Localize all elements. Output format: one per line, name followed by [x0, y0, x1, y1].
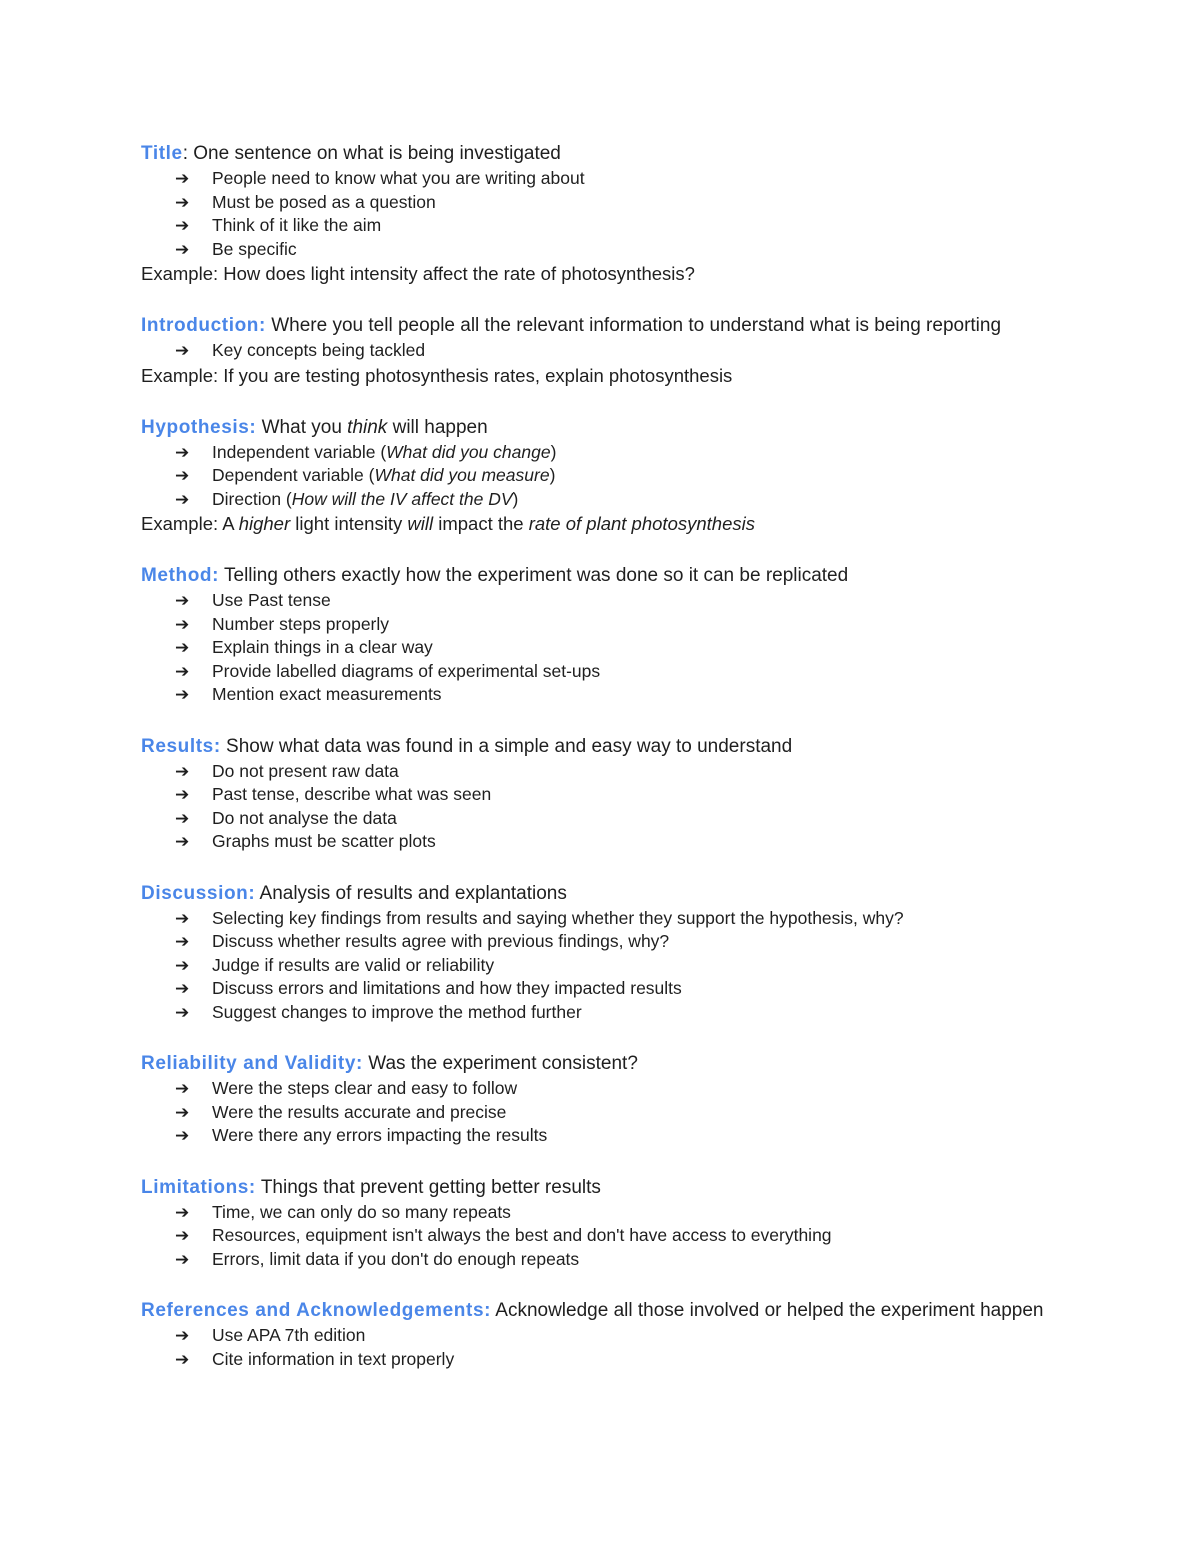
right-arrow-icon: ➔	[175, 442, 190, 462]
heading-label: Discussion:	[141, 882, 256, 904]
heading-colon: :	[182, 143, 188, 164]
section-heading-title	[141, 141, 1061, 167]
list-item	[175, 1248, 1061, 1272]
right-arrow-icon: ➔	[175, 979, 190, 998]
example-italic: rate of plant photosynthesis	[528, 513, 755, 534]
right-arrow-icon: ➔	[175, 1126, 190, 1145]
list-item	[175, 807, 1061, 831]
list-item-text: Graphs must be scatter plots	[212, 831, 436, 851]
example-italic: higher	[238, 513, 291, 534]
list-item	[175, 613, 1061, 637]
right-arrow-icon: ➔	[175, 1226, 190, 1245]
heading-description: Telling others exactly how the experiment was done so it can be replicated	[224, 565, 849, 586]
list-item-text: Independent variable (	[212, 441, 387, 462]
right-arrow-icon: ➔	[175, 785, 190, 804]
example-text: Example: If you are testing photosynthesis rates, explain photosynthesis	[141, 364, 733, 386]
list-item-text: Be specific	[212, 238, 297, 259]
list-item	[175, 464, 1061, 488]
heading-description-pre: What you	[261, 416, 342, 438]
section-heading-reliability	[141, 1051, 1061, 1077]
section-hypothesis	[141, 415, 1061, 537]
bullet-list	[141, 1324, 1061, 1371]
list-item-text: Were the results accurate and precise	[212, 1101, 507, 1122]
heading-description: Things that prevent getting better results	[260, 1176, 601, 1198]
bullet-list	[141, 907, 1061, 1025]
list-item-text: Resources, equipment isn't always the best and don't have access to everything	[212, 1225, 832, 1245]
bullet-list	[141, 167, 1061, 261]
list-item-italic: How will the IV affect the DV	[291, 488, 513, 509]
list-item-italic: What did you change	[386, 441, 551, 462]
heading-description: Acknowledge all those involved or helped the experiment happen	[495, 1300, 1044, 1321]
list-item-text: Use APA 7th edition	[212, 1325, 366, 1345]
section-limitations	[141, 1175, 1061, 1272]
right-arrow-icon: ➔	[175, 489, 190, 509]
heading-label: References and Acknowledgements:	[141, 1300, 492, 1321]
heading-description: Was the experiment consistent?	[368, 1053, 638, 1074]
list-item	[175, 1077, 1061, 1101]
list-item	[175, 1224, 1061, 1248]
heading-label: Title	[141, 143, 183, 164]
list-item-text: Mention exact measurements	[212, 684, 442, 704]
example-text	[141, 511, 1061, 536]
list-item-text: )	[550, 441, 557, 462]
list-item-text: Cite information in text properly	[212, 1348, 455, 1369]
list-item-text: )	[549, 465, 556, 485]
list-item	[175, 167, 1061, 191]
right-arrow-icon: ➔	[175, 932, 190, 951]
list-item	[175, 907, 1061, 931]
right-arrow-icon: ➔	[175, 1349, 190, 1369]
right-arrow-icon: ➔	[175, 239, 190, 259]
right-arrow-icon: ➔	[175, 1002, 190, 1022]
list-item	[175, 830, 1061, 854]
section-title	[141, 141, 1061, 286]
list-item	[175, 1101, 1061, 1125]
list-item	[175, 214, 1061, 238]
section-heading-results	[141, 734, 1061, 760]
list-item-text: Must be posed as a question	[212, 191, 436, 212]
list-item-text: Time, we can only do so many repeats	[212, 1201, 511, 1222]
right-arrow-icon: ➔	[175, 1102, 190, 1122]
right-arrow-icon: ➔	[175, 341, 190, 360]
list-item	[175, 660, 1061, 684]
list-item	[175, 977, 1061, 1001]
example-part: impact the	[438, 513, 524, 534]
section-heading-method	[141, 563, 1061, 589]
example-part: light intensity	[295, 513, 403, 534]
list-item-text: Dependent variable (	[212, 465, 375, 485]
list-item-text: Key concepts being tackled	[212, 340, 426, 360]
list-item-text: Use Past tense	[212, 590, 331, 610]
list-item	[175, 954, 1061, 978]
right-arrow-icon: ➔	[175, 955, 190, 975]
section-heading-references	[141, 1298, 1061, 1324]
right-arrow-icon: ➔	[175, 761, 190, 781]
document-page	[141, 141, 1061, 1371]
section-discussion	[141, 881, 1061, 1025]
right-arrow-icon: ➔	[175, 1249, 190, 1269]
right-arrow-icon: ➔	[175, 832, 190, 851]
list-item	[175, 683, 1061, 707]
bullet-list	[141, 339, 1061, 363]
right-arrow-icon: ➔	[175, 216, 190, 235]
list-item-text: Number steps properly	[212, 613, 390, 634]
right-arrow-icon: ➔	[175, 1079, 190, 1098]
list-item	[175, 1001, 1061, 1025]
heading-label: Results:	[141, 735, 221, 757]
list-item	[175, 339, 1061, 363]
heading-description: Analysis of results and explantations	[259, 882, 567, 904]
list-item-text: Past tense, describe what was seen	[212, 784, 492, 804]
bullet-list	[141, 589, 1061, 707]
bullet-list	[141, 441, 1061, 512]
list-item	[175, 488, 1061, 512]
list-item	[175, 760, 1061, 784]
right-arrow-icon: ➔	[175, 808, 190, 828]
bullet-list	[141, 760, 1061, 854]
right-arrow-icon: ➔	[175, 1326, 190, 1345]
right-arrow-icon: ➔	[175, 908, 190, 928]
list-item-text: Explain things in a clear way	[212, 637, 433, 657]
list-item	[175, 441, 1061, 465]
section-references	[141, 1298, 1061, 1371]
right-arrow-icon: ➔	[175, 638, 190, 657]
list-item-text: Judge if results are valid or reliability	[212, 954, 495, 975]
heading-label: Hypothesis:	[141, 416, 257, 438]
list-item-text: Provide labelled diagrams of experimental set-ups	[212, 660, 601, 681]
list-item-text: Were there any errors impacting the results	[212, 1125, 548, 1145]
list-item-text: Selecting key findings from results and saying whether they support the hypothesis, why?	[212, 907, 904, 928]
heading-label: Limitations:	[141, 1176, 256, 1198]
section-results	[141, 734, 1061, 854]
right-arrow-icon: ➔	[175, 169, 190, 188]
list-item	[175, 636, 1061, 660]
section-heading-introduction	[141, 313, 1061, 339]
right-arrow-icon: ➔	[175, 614, 190, 634]
list-item	[175, 1324, 1061, 1348]
list-item	[175, 191, 1061, 215]
section-method	[141, 563, 1061, 707]
list-item-text: Errors, limit data if you don't do enough repeats	[212, 1248, 580, 1269]
right-arrow-icon: ➔	[175, 466, 190, 485]
heading-description: One sentence on what is being investigated	[193, 143, 561, 164]
right-arrow-icon: ➔	[175, 661, 190, 681]
list-item-text: Do not present raw data	[212, 760, 399, 781]
heading-label: Method:	[141, 565, 220, 586]
list-item-text: Were the steps clear and easy to follow	[212, 1078, 518, 1098]
heading-description: Where you tell people all the relevant information to understand what is being reporting	[271, 315, 1002, 336]
list-item-text: )	[512, 488, 519, 509]
heading-label: Introduction:	[141, 315, 266, 336]
list-item-text: Discuss errors and limitations and how they impacted results	[212, 978, 682, 998]
section-heading-limitations	[141, 1175, 1061, 1201]
example-italic: will	[407, 513, 434, 534]
list-item-text: Do not analyse the data	[212, 807, 397, 828]
list-item-text: Think of it like the aim	[212, 215, 382, 235]
list-item-text: Direction (	[212, 488, 292, 509]
list-item	[175, 589, 1061, 613]
heading-label: Reliability and Validity:	[141, 1053, 363, 1074]
list-item-text: Discuss whether results agree with previous findings, why?	[212, 931, 670, 951]
bullet-list	[141, 1077, 1061, 1148]
section-introduction	[141, 313, 1061, 388]
list-item	[175, 1348, 1061, 1372]
section-heading-discussion	[141, 881, 1061, 907]
right-arrow-icon: ➔	[175, 591, 190, 610]
example-text: Example: How does light intensity affect the rate of photosynthesis?	[141, 263, 695, 284]
list-item-text: Suggest changes to improve the method further	[212, 1001, 582, 1022]
list-item	[175, 238, 1061, 262]
bullet-list	[141, 1201, 1061, 1272]
heading-description-post: will happen	[392, 416, 488, 438]
section-heading-hypothesis	[141, 415, 1061, 441]
list-item-italic: What did you measure	[374, 465, 550, 485]
list-item-text: People need to know what you are writing about	[212, 168, 585, 188]
section-reliability	[141, 1051, 1061, 1148]
right-arrow-icon: ➔	[175, 192, 190, 212]
right-arrow-icon: ➔	[175, 685, 190, 704]
heading-description: Show what data was found in a simple and easy way to understand	[226, 735, 793, 757]
list-item	[175, 930, 1061, 954]
heading-description-italic: think	[347, 416, 388, 438]
list-item	[175, 1201, 1061, 1225]
right-arrow-icon: ➔	[175, 1202, 190, 1222]
list-item	[175, 1124, 1061, 1148]
list-item	[175, 783, 1061, 807]
example-part: Example: A	[141, 513, 234, 534]
